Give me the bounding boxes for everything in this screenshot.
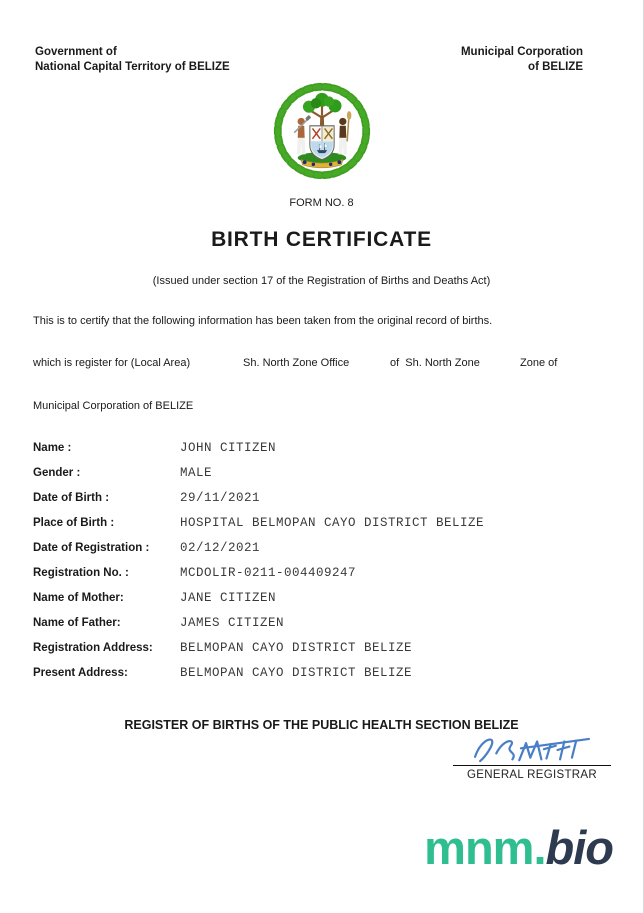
field-label: Date of Birth : (33, 492, 110, 504)
field-row-name-of-father (33, 617, 643, 642)
issuer-right-line1: Municipal Corporation (460, 46, 583, 58)
logo-text-green: mnm. (424, 821, 546, 874)
field-value: JAMES CITIZEN (180, 616, 285, 630)
register-area-line (0, 357, 643, 371)
field-value: BELMOPAN CAYO DISTRICT BELIZE (180, 666, 413, 680)
field-value: HOSPITAL BELMOPAN CAYO DISTRICT BELIZE (180, 516, 485, 530)
page-title: BIRTH CERTIFICATE (211, 228, 432, 251)
field-label: Place of Birth : (33, 517, 115, 529)
fields-list (33, 442, 643, 692)
field-value: 29/11/2021 (180, 491, 261, 505)
field-value: 02/12/2021 (180, 541, 261, 555)
field-row-date-of-birth (33, 492, 643, 517)
title-subtext: (Issued under section 17 of the Registration of Births and Deaths Act) (152, 275, 491, 287)
field-row-present-address (33, 667, 643, 692)
field-row-name-of-mother (33, 592, 643, 617)
signature-block (453, 733, 611, 781)
field-label: Name of Mother: (33, 592, 124, 604)
certify-statement: This is to certify that the following information has been taken from the original record of births. (33, 315, 493, 327)
field-label: Registration Address: (33, 642, 153, 654)
registrar-signature-icon (467, 733, 597, 767)
register-office-value: Sh. North Zone Office (243, 357, 350, 369)
issuer-right-line2: of BELIZE (528, 61, 583, 73)
register-of-births-heading: REGISTER OF BIRTHS OF THE PUBLIC HEALTH SECTION BELIZE (124, 718, 519, 732)
issuer-left-line1: Government of (35, 46, 117, 58)
register-zone-of-label: Zone of (520, 357, 558, 369)
issuer-left (35, 45, 230, 75)
field-value: MCDOLIR-0211-004409247 (180, 566, 357, 580)
field-row-registration-address (33, 642, 643, 667)
field-label: Name : (33, 442, 72, 454)
register-line-label: which is register for (Local Area) (33, 357, 191, 369)
field-label: Registration No. : (33, 567, 129, 579)
field-value: BELMOPAN CAYO DISTRICT BELIZE (180, 641, 413, 655)
general-registrar-label: GENERAL REGISTRAR (467, 769, 597, 781)
field-value: JOHN CITIZEN (180, 441, 277, 455)
belize-coat-of-arms-icon (270, 79, 374, 183)
form-number: FORM NO. 8 (289, 197, 354, 209)
field-row-registration-no (33, 567, 643, 592)
register-corporation-line: Municipal Corporation of BELIZE (33, 400, 194, 412)
logo-text-navy: bio (545, 821, 613, 874)
field-label: Gender : (33, 467, 81, 479)
issuer-left-line2: National Capital Territory of BELIZE (35, 61, 230, 73)
mnm-bio-logo (424, 818, 613, 878)
header (0, 0, 643, 75)
field-label: Present Address: (33, 667, 128, 679)
field-value: MALE (180, 466, 213, 480)
field-row-name (33, 442, 643, 467)
field-label: Date of Registration : (33, 542, 150, 554)
register-zone-value: of Sh. North Zone (390, 357, 480, 369)
field-value: JANE CITIZEN (180, 591, 277, 605)
field-row-date-of-registration (33, 542, 643, 567)
field-label: Name of Father: (33, 617, 121, 629)
field-row-place-of-birth (33, 517, 643, 542)
field-row-gender (33, 467, 643, 492)
signature-line (453, 765, 611, 766)
emblem-container (0, 79, 643, 183)
issuer-right (461, 45, 583, 75)
